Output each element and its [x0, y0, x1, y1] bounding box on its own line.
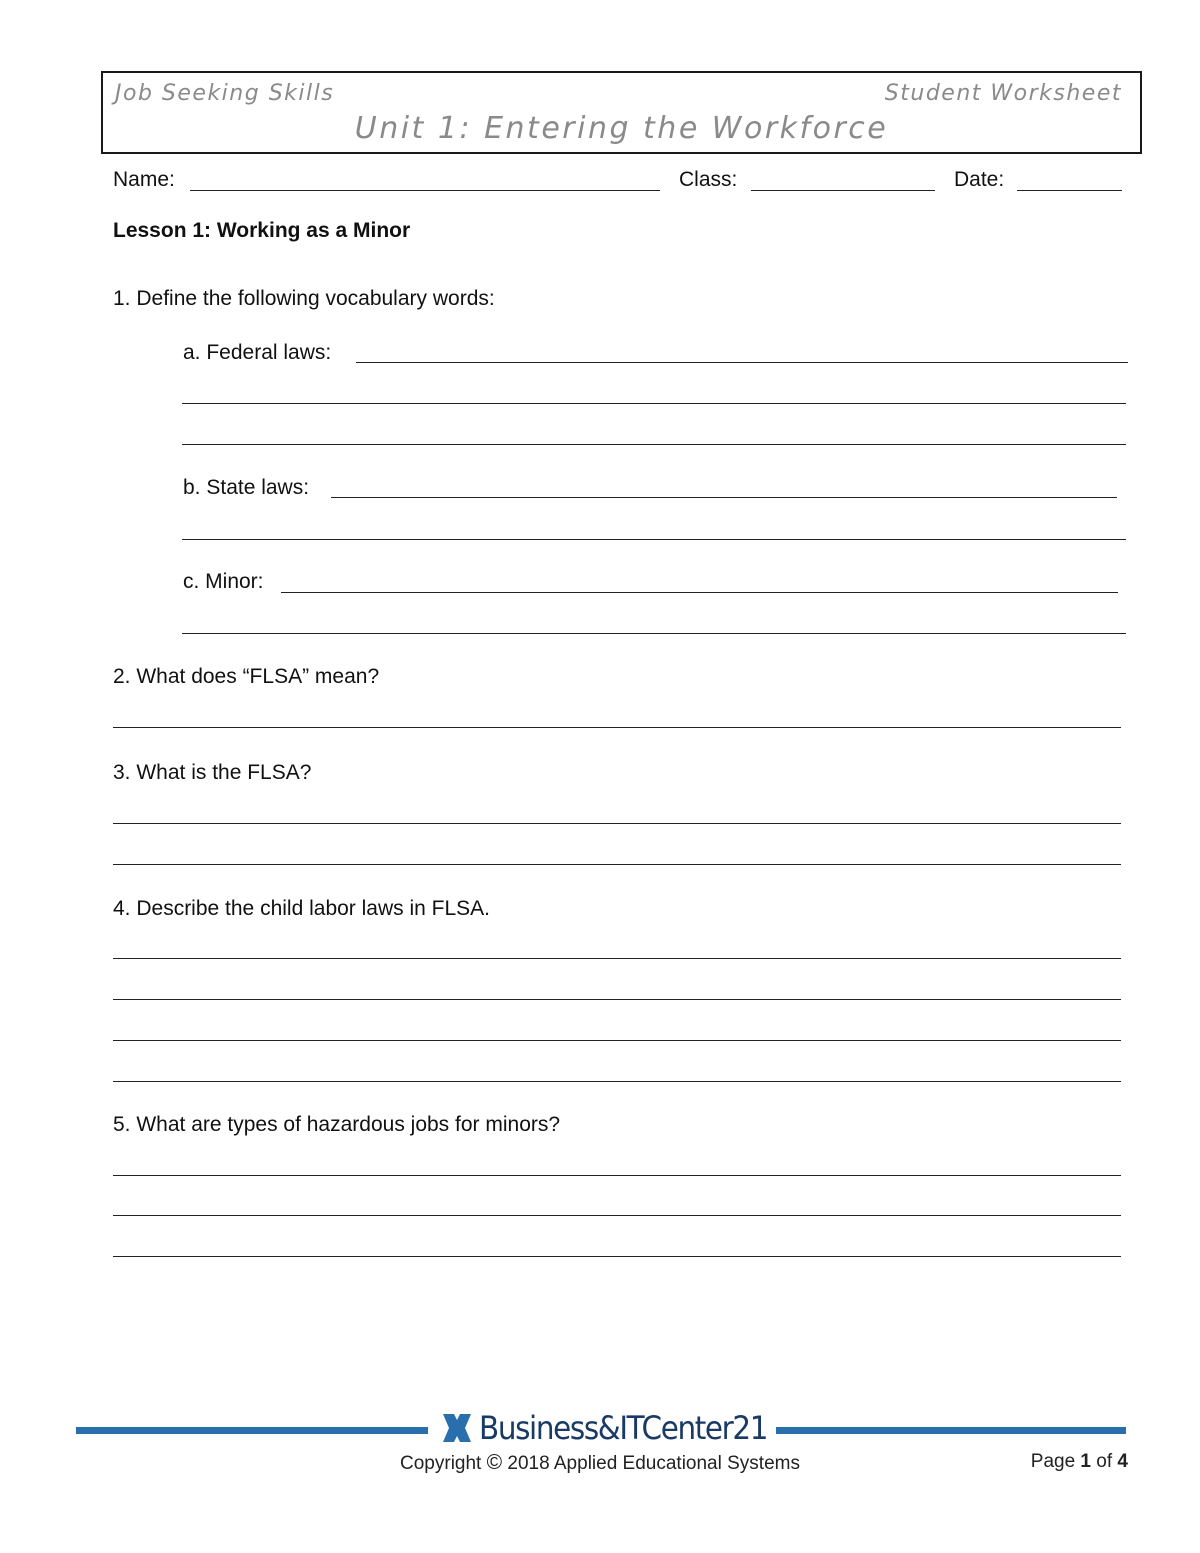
name-field[interactable]: [190, 190, 660, 191]
document-type: Student Worksheet: [884, 81, 1122, 106]
copyright-text: 2018 Applied Educational Systems: [507, 1453, 800, 1474]
answer-line[interactable]: [182, 633, 1126, 634]
page-current: 1: [1080, 1451, 1091, 1472]
brand-mark-icon: [443, 1414, 471, 1442]
course-title: Job Seeking Skills: [115, 81, 335, 106]
question-2: 2. What does “FLSA” mean?: [113, 665, 380, 688]
date-field[interactable]: [1017, 190, 1122, 191]
date-label: Date:: [954, 168, 1005, 191]
page-number: [1031, 1451, 1128, 1473]
brand-logo: [443, 1410, 792, 1446]
answer-line[interactable]: [113, 1081, 1121, 1082]
copyright-symbol: ©: [486, 1451, 503, 1474]
vocab-state-laws-label: b. State laws:: [183, 476, 310, 499]
answer-line[interactable]: [113, 999, 1121, 1000]
copyright-prefix: Copyright: [400, 1453, 482, 1474]
answer-line[interactable]: [113, 823, 1121, 824]
question-5: 5. What are types of hazardous jobs for minors?: [113, 1113, 561, 1136]
answer-line[interactable]: [356, 362, 1128, 363]
answer-line[interactable]: [113, 727, 1121, 728]
answer-line[interactable]: [113, 1256, 1121, 1257]
footer-bar-left: [76, 1427, 428, 1434]
vocab-minor-label: c. Minor:: [183, 570, 264, 593]
worksheet-header: [101, 71, 1142, 154]
answer-line[interactable]: [113, 1175, 1121, 1176]
answer-line[interactable]: [331, 497, 1117, 498]
answer-line[interactable]: [281, 592, 1118, 593]
question-4: 4. Describe the child labor laws in FLSA.: [113, 897, 491, 920]
page-total: 4: [1117, 1451, 1128, 1472]
unit-title: Unit 1: Entering the Workforce: [354, 111, 889, 146]
page-label: Page: [1030, 1451, 1076, 1472]
answer-line[interactable]: [113, 1215, 1121, 1216]
answer-line[interactable]: [113, 864, 1121, 865]
answer-line[interactable]: [182, 403, 1126, 404]
name-label: Name:: [113, 168, 175, 191]
answer-line[interactable]: [182, 444, 1126, 445]
class-field[interactable]: [751, 190, 935, 191]
answer-line[interactable]: [113, 958, 1121, 959]
answer-line[interactable]: [182, 539, 1126, 540]
footer-bar-right: [776, 1427, 1126, 1434]
question-1: 1. Define the following vocabulary words:: [113, 287, 495, 310]
class-label: Class:: [679, 168, 738, 191]
page-of: of: [1096, 1451, 1113, 1472]
answer-line[interactable]: [113, 1040, 1121, 1041]
brand-name: Business&ITCenter21: [479, 1409, 768, 1447]
question-3: 3. What is the FLSA?: [113, 761, 312, 784]
lesson-title: Lesson 1: Working as a Minor: [113, 219, 411, 242]
vocab-federal-laws-label: a. Federal laws:: [183, 341, 332, 364]
copyright-notice: [0, 1451, 1200, 1475]
